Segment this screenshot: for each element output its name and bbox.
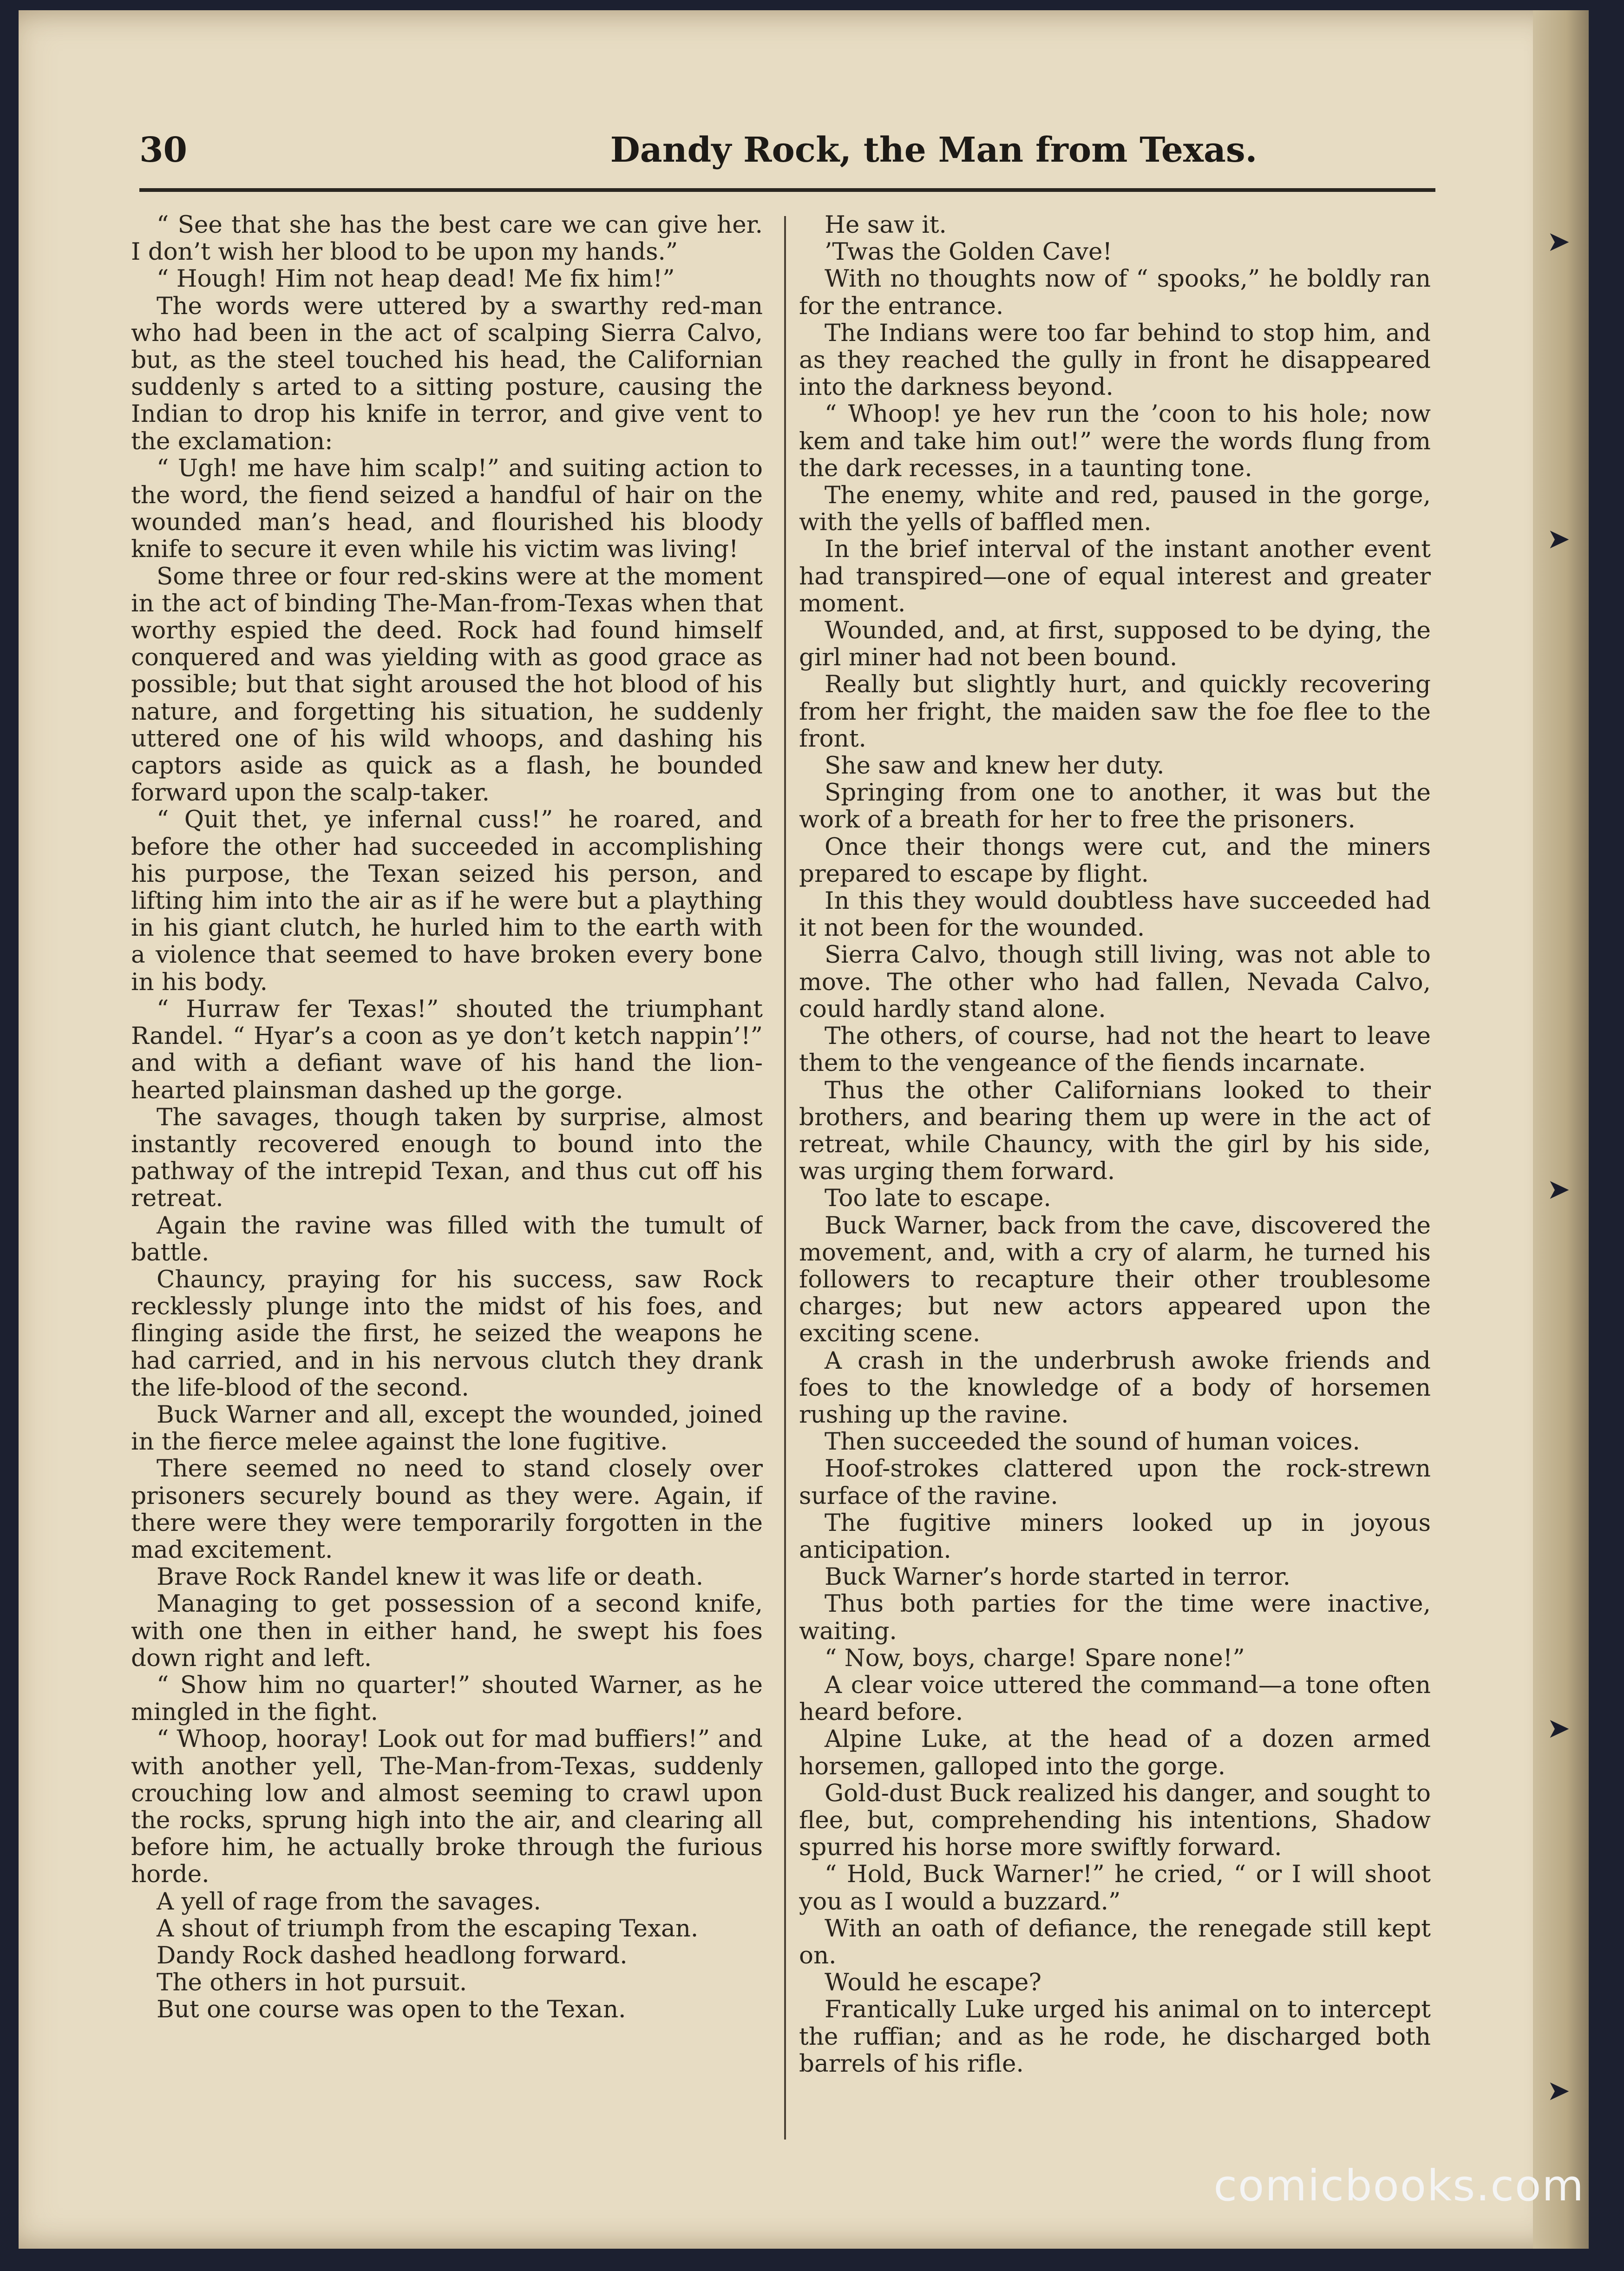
paragraph: There seemed no need to stand closely over prisoners securely bound as they were. Again, if there were they were temporarily forgotten in the mad excitement.	[131, 1455, 763, 1564]
column-divider	[784, 216, 786, 2140]
paragraph: With an oath of defiance, the renegade still kept on.	[799, 1914, 1431, 1969]
paragraph: The others in hot pursuit.	[157, 1969, 467, 1997]
watermark: comicbooks.com	[1213, 2161, 1585, 2211]
paragraph: Dandy Rock dashed headlong forward.	[157, 1942, 628, 1969]
paragraph: Alpine Luke, at the head of a dozen armed horsemen, galloped into the gorge.	[799, 1725, 1431, 1780]
binding-stitch-icon: ➤	[1547, 225, 1571, 258]
binding-stitch-icon: ➤	[1547, 523, 1571, 555]
paragraph: Too late to escape.	[825, 1184, 1051, 1213]
paragraph: Would he escape?	[825, 1969, 1041, 1997]
paragraph: “ Ugh! me have him scalp!” and suiting action to the word, the fiend seized a handful of hair on the wounded man’s head, and flourished his bloody knife to secure it even while his victim was living!	[131, 454, 763, 564]
paragraph: Springing from one to another, it was but the work of a breath for her to free the prisoners.	[799, 779, 1431, 834]
paragraph: A shout of triumph from the escaping Texan.	[157, 1914, 699, 1943]
right-text-column	[799, 211, 1431, 2153]
paragraph: Buck Warner, back from the cave, discovered the movement, and, with a cry of alarm, he turned his followers to recapture their other troublesome charges; but new actors appeared upon the exciting scene.	[799, 1211, 1431, 1348]
paragraph: Again the ravine was filled with the tumult of battle.	[131, 1211, 763, 1267]
paragraph: “ Now, boys, charge! Spare none!”	[825, 1644, 1245, 1672]
paragraph: The enemy, white and red, paused in the gorge, with the yells of baffled men.	[799, 481, 1431, 537]
paragraph: The savages, though taken by surprise, almost instantly recovered enough to bound into the pathway of the intrepid Texan, and thus cut off his retreat.	[131, 1103, 763, 1213]
paragraph: Some three or four red-skins were at the moment in the act of binding The-Man-from-Texas when that worthy espied the deed. Rock had found himself conquered and was yielding with as good grace as possible; but that sight aroused the hot blood of his nature, and forgetting his situation, he suddenly uttered one of his wild whoops, and dashing his captors aside as quick as a flash, he bounded forward upon the scalp-taker.	[131, 562, 763, 807]
paragraph: Buck Warner’s horde started in terror.	[825, 1563, 1290, 1591]
paragraph: Wounded, and, at first, supposed to be dying, the girl miner had not been bound.	[799, 617, 1431, 672]
paragraph: “ Whoop, hooray! Look out for mad buffiers!” and with another yell, The-Man-from-Texas, suddenly crouching low and almost seeming to crawl upon the rocks, sprung high into the air, and clearing all before him, he actually broke through the furious horde.	[131, 1725, 763, 1889]
paragraph: Hoof-strokes clattered upon the rock-strewn surface of the ravine.	[799, 1455, 1431, 1510]
paragraph: A clear voice uttered the command—a tone often heard before.	[799, 1671, 1431, 1726]
paragraph: Chauncy, praying for his success, saw Rock recklessly plunge into the midst of his foes, and flinging aside the first, he seized the weapons he had carried, and in his nervous clutch they drank the life-blood of the second.	[131, 1265, 763, 1402]
paragraph: “ See that she has the best care we can give her. I don’t wish her blood to be upon my hands.”	[131, 211, 763, 266]
paragraph: “ Whoop! ye hev run the ’coon to his hole; now kem and take him out!” were the words flung from the dark recesses, in a taunting tone.	[799, 400, 1431, 482]
paragraph: A yell of rage from the savages.	[157, 1887, 541, 1916]
paragraph: “ Hold, Buck Warner!” he cried, “ or I will shoot you as I would a buzzard.”	[799, 1860, 1431, 1916]
paragraph: The words were uttered by a swarthy red-man who had been in the act of scalping Sierra Calvo, but, as the steel touched his head, the Californian suddenly s arted to a sitting posture, causing the Indian to drop his knife in terror, and give vent to the exclamation:	[131, 292, 763, 455]
paragraph: Thus both parties for the time were inactive, waiting.	[799, 1590, 1431, 1645]
paragraph: Frantically Luke urged his animal on to intercept the ruffian; and as he rode, he discharged both barrels of his rifle.	[799, 1995, 1431, 2078]
header-rule	[139, 188, 1435, 192]
paragraph: With no thoughts now of “ spooks,” he boldly ran for the entrance.	[799, 265, 1431, 320]
paragraph: Sierra Calvo, though still living, was not able to move. The other who had fallen, Nevada Calvo, could hardly stand alone.	[799, 941, 1431, 1023]
paragraph: Buck Warner and all, except the wounded, joined in the fierce melee against the lone fugitive.	[131, 1400, 763, 1456]
paragraph: “ Show him no quarter!” shouted Warner, as he mingled in the fight.	[131, 1671, 763, 1726]
paragraph: The Indians were too far behind to stop him, and as they reached the gully in front he disappeared into the darkness beyond.	[799, 319, 1431, 401]
paragraph: Really but slightly hurt, and quickly recovering from her fright, the maiden saw the foe flee to the front.	[799, 670, 1431, 753]
paragraph: The fugitive miners looked up in joyous anticipation.	[799, 1509, 1431, 1564]
paragraph: He saw it.	[825, 211, 947, 239]
page-header	[139, 130, 1435, 181]
running-title: Dandy Rock, the Man from Texas.	[610, 130, 1257, 170]
paragraph: Gold-dust Buck realized his danger, and sought to flee, but, comprehending his intentions, Shadow spurred his horse more swiftly forward.	[799, 1779, 1431, 1862]
page-number: 30	[139, 130, 187, 170]
left-text-column	[131, 211, 763, 2153]
paragraph: Managing to get possession of a second knife, with one then in either hand, he swept his foes down right and left.	[131, 1590, 763, 1672]
paragraph: Once their thongs were cut, and the miners prepared to escape by flight.	[799, 833, 1431, 888]
binding-stitch-icon: ➤	[1547, 1173, 1571, 1206]
paragraph: A crash in the underbrush awoke friends and foes to the knowledge of a body of horsemen rushing up the ravine.	[799, 1346, 1431, 1429]
paragraph: Brave Rock Randel knew it was life or death.	[157, 1563, 704, 1591]
paragraph: In the brief interval of the instant another event had transpired—one of equal interest and greater moment.	[799, 535, 1431, 617]
paragraph: She saw and knew her duty.	[825, 752, 1165, 780]
binding-stitch-icon: ➤	[1547, 2074, 1571, 2107]
paragraph: In this they would doubtless have succeeded had it not been for the wounded.	[799, 887, 1431, 942]
paragraph: Thus the other Californians looked to their brothers, and bearing them up were in the act of retreat, while Chauncy, with the girl by his side, was urging them forward.	[799, 1076, 1431, 1186]
paragraph: But one course was open to the Texan.	[157, 1995, 626, 2024]
paragraph: The others, of course, had not the heart to leave them to the vengeance of the fiends incarnate.	[799, 1022, 1431, 1077]
binding-gutter	[1533, 10, 1589, 2249]
paragraph: “ Hough! Him not heap dead! Me fix him!”	[157, 265, 675, 293]
paragraph: Then succeeded the sound of human voices.	[825, 1428, 1360, 1456]
binding-stitch-icon: ➤	[1547, 1712, 1571, 1745]
paragraph: “ Hurraw fer Texas!” shouted the triumphant Randel. “ Hyar’s a coon as ye don’t ketch nappin’!” and with a defiant wave of his hand the lion-hearted plainsman dashed up the gorge.	[131, 995, 763, 1104]
paragraph: “ Quit thet, ye infernal cuss!” he roared, and before the other had succeeded in accomplishing his purpose, the Texan seized his person, and lifting him into the air as if he were but a plaything in his giant clutch, he hurled him to the earth with a violence that seemed to have broken every bone in his body.	[131, 806, 763, 996]
paragraph: ’Twas the Golden Cave!	[825, 238, 1113, 266]
